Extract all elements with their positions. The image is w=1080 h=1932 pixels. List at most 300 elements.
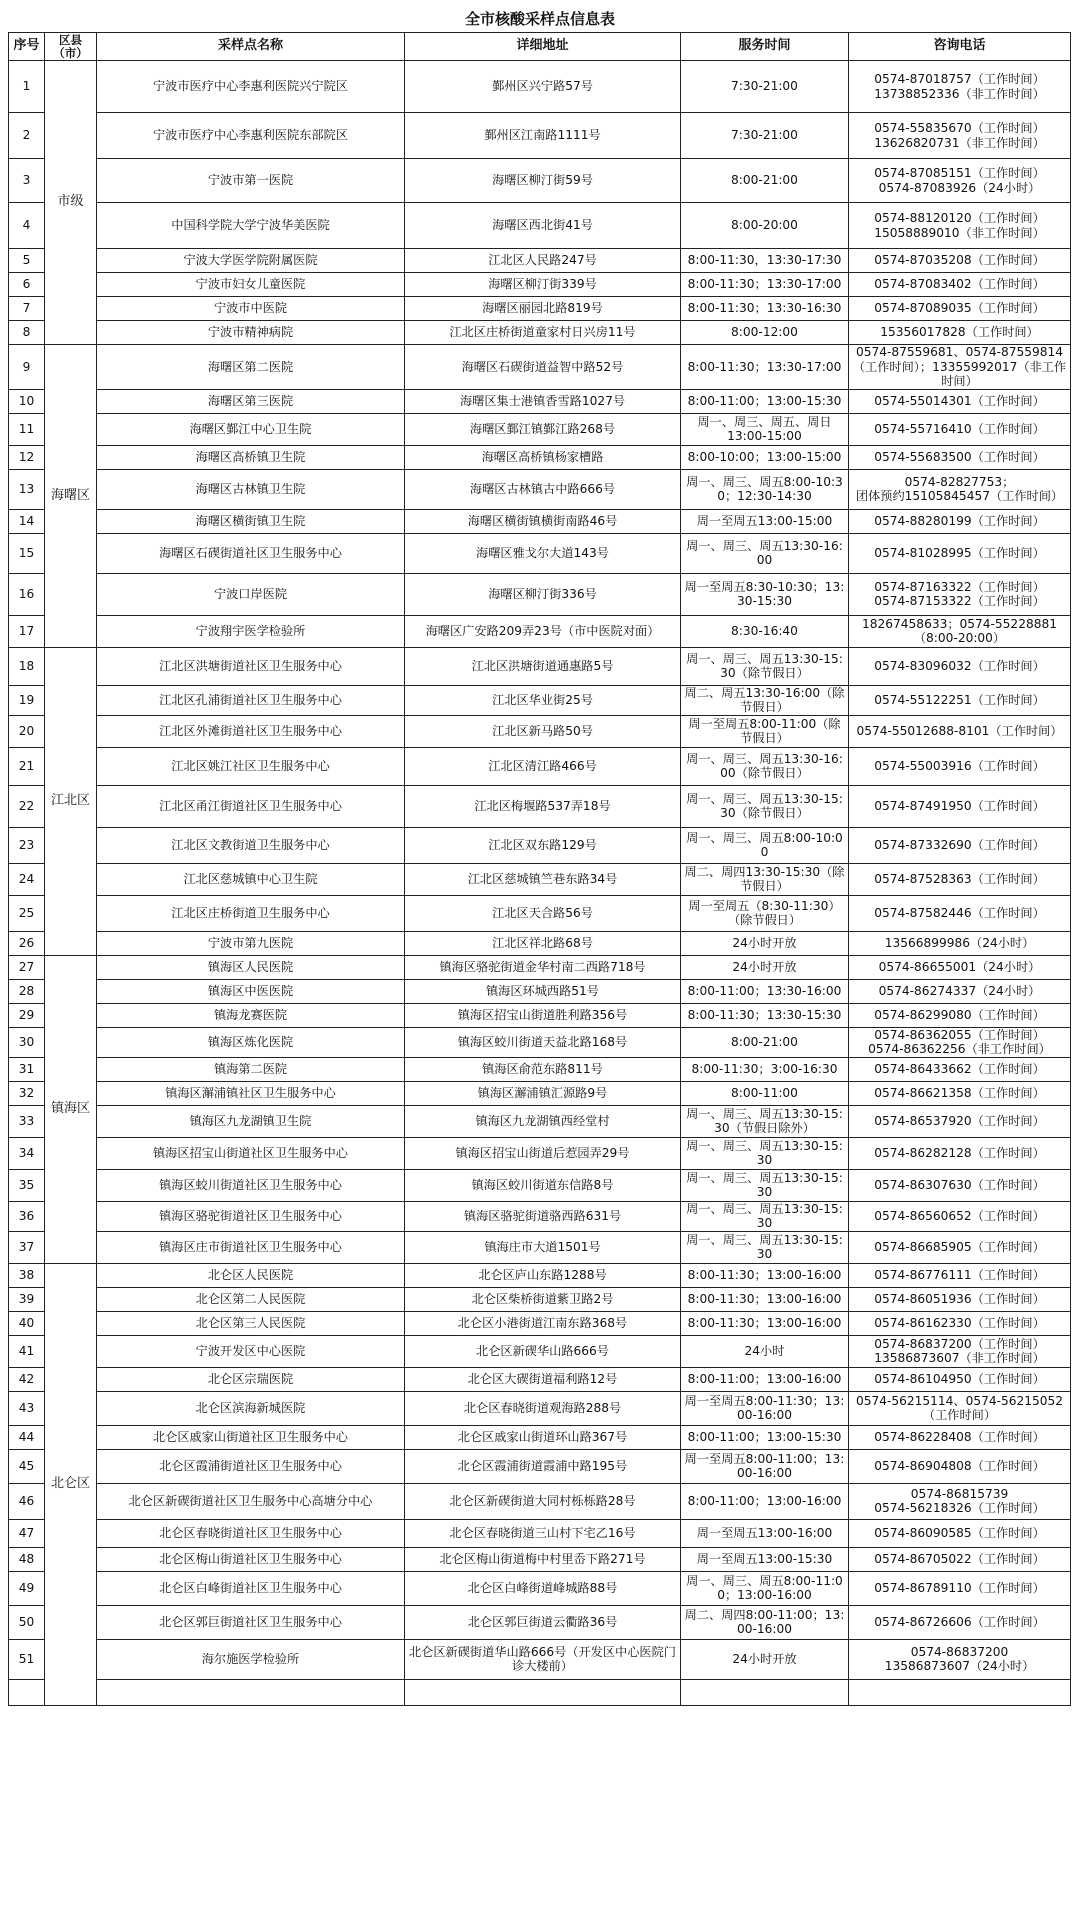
service-time: 8:00-11:30；13:30-17:00: [681, 273, 849, 297]
service-time: 周一、周三、周五13:30-16:00（除节假日）: [681, 747, 849, 785]
service-time: 周一、周三、周五13:30-15:30: [681, 1231, 849, 1263]
header-no: 序号: [9, 33, 45, 61]
site-address: 海曙区丽园北路819号: [405, 297, 681, 321]
contact-phone: 0574-86537920（工作时间）: [849, 1105, 1071, 1137]
table-row: [9, 1391, 1071, 1425]
row-number: 32: [9, 1081, 45, 1105]
contact-phone: 0574-55012688-8101（工作时间）: [849, 715, 1071, 747]
site-name: 北仑区宗瑞医院: [97, 1367, 405, 1391]
row-number: 20: [9, 715, 45, 747]
service-time: 周二、周四13:30-15:30（除节假日）: [681, 863, 849, 895]
site-name: 江北区慈城镇中心卫生院: [97, 863, 405, 895]
service-time: 周一至周五13:00-15:30: [681, 1547, 849, 1571]
table-header-row: [9, 33, 1071, 61]
service-time: 24小时: [681, 1335, 849, 1367]
service-time: 8:00-11:30；13:00-16:00: [681, 1311, 849, 1335]
contact-phone: 0574-56215114、0574-56215052（工作时间）: [849, 1391, 1071, 1425]
table-row: [9, 445, 1071, 469]
table-row: [9, 321, 1071, 345]
site-name: 江北区孔浦街道社区卫生服务中心: [97, 685, 405, 715]
contact-phone: 0574-86104950（工作时间）: [849, 1367, 1071, 1391]
row-number: 8: [9, 321, 45, 345]
site-address: 北仑区柴桥街道紫卫路2号: [405, 1287, 681, 1311]
table-row: [9, 1105, 1071, 1137]
site-address: 海曙区集士港镇香雪路1027号: [405, 389, 681, 413]
contact-phone: 0574-86621358（工作时间）: [849, 1081, 1071, 1105]
site-address: 镇海区九龙湖镇西经堂村: [405, 1105, 681, 1137]
row-number: 3: [9, 159, 45, 203]
service-time: 周一、周三、周五13:30-15:30: [681, 1137, 849, 1169]
site-name: 宁波市精神病院: [97, 321, 405, 345]
site-address: 镇海区招宝山街道胜利路356号: [405, 1003, 681, 1027]
site-name: 江北区洪塘街道社区卫生服务中心: [97, 647, 405, 685]
empty-cell: [97, 1679, 405, 1705]
site-address: 江北区双东路129号: [405, 827, 681, 863]
site-name: 江北区庄桥街道卫生服务中心: [97, 895, 405, 931]
row-number: 43: [9, 1391, 45, 1425]
site-name: 宁波市中医院: [97, 297, 405, 321]
row-number: 35: [9, 1169, 45, 1201]
contact-phone: 0574-83096032（工作时间）: [849, 647, 1071, 685]
row-number: 9: [9, 345, 45, 390]
site-name: 镇海第二医院: [97, 1057, 405, 1081]
contact-phone: 0574-86051936（工作时间）: [849, 1287, 1071, 1311]
table-row: [9, 785, 1071, 827]
row-number: 19: [9, 685, 45, 715]
site-address: 海曙区雅戈尔大道143号: [405, 533, 681, 573]
site-address: 镇海区环城西路51号: [405, 979, 681, 1003]
site-address: 镇海庄市大道1501号: [405, 1231, 681, 1263]
site-name: 江北区外滩街道社区卫生服务中心: [97, 715, 405, 747]
empty-cell: [9, 1679, 45, 1705]
row-number: 1: [9, 61, 45, 113]
service-time: 周一至周五（8:30-11:30）（除节假日）: [681, 895, 849, 931]
table-row: [9, 159, 1071, 203]
row-number: 28: [9, 979, 45, 1003]
table-row: [9, 1169, 1071, 1201]
table-row: [9, 1201, 1071, 1231]
service-time: 24小时开放: [681, 931, 849, 955]
table-row: [9, 1003, 1071, 1027]
site-name: 宁波翔宇医学检验所: [97, 615, 405, 647]
table-row: [9, 1287, 1071, 1311]
site-address: 海曙区西北街41号: [405, 203, 681, 249]
table-row: [9, 1639, 1071, 1679]
table-row: [9, 249, 1071, 273]
site-name: 镇海区中医医院: [97, 979, 405, 1003]
site-name: 海曙区高桥镇卫生院: [97, 445, 405, 469]
contact-phone: 0574-87332690（工作时间）: [849, 827, 1071, 863]
contact-phone: 0574-87582446（工作时间）: [849, 895, 1071, 931]
service-time: 周一、周三、周五8:00-11:00；13:00-16:00: [681, 1571, 849, 1605]
site-address: 江北区清江路466号: [405, 747, 681, 785]
service-time: 周一至周五8:30-10:30；13:30-15:30: [681, 573, 849, 615]
row-number: 18: [9, 647, 45, 685]
site-name: 宁波市医疗中心李惠利医院东部院区: [97, 113, 405, 159]
row-number: 40: [9, 1311, 45, 1335]
contact-phone: 0574-86837200（工作时间） 13586873607（非工作时间）: [849, 1335, 1071, 1367]
row-number: 37: [9, 1231, 45, 1263]
row-number: 2: [9, 113, 45, 159]
contact-phone: 0574-55835670（工作时间） 13626820731（非工作时间）: [849, 113, 1071, 159]
site-name: 海曙区第三医院: [97, 389, 405, 413]
contact-phone: 18267458633；0574-55228881（8:00-20:00）: [849, 615, 1071, 647]
service-time: 8:00-12:00: [681, 321, 849, 345]
table-row: [9, 1519, 1071, 1547]
site-name: 海曙区古林镇卫生院: [97, 469, 405, 509]
row-number: 17: [9, 615, 45, 647]
service-time: 8:00-11:30；13:30-17:00: [681, 345, 849, 390]
site-address: 江北区祥北路68号: [405, 931, 681, 955]
site-name: 镇海区蛟川街道社区卫生服务中心: [97, 1169, 405, 1201]
service-time: 周二、周四8:00-11:00；13:00-16:00: [681, 1605, 849, 1639]
site-name: 镇海区招宝山街道社区卫生服务中心: [97, 1137, 405, 1169]
table-row: [9, 685, 1071, 715]
district-cell: 江北区: [45, 647, 97, 955]
contact-phone: 0574-86815739 0574-56218326（工作时间）: [849, 1483, 1071, 1519]
table-row: [9, 931, 1071, 955]
service-time: 8:00-11:30；13:00-16:00: [681, 1287, 849, 1311]
site-name: 北仑区白峰街道社区卫生服务中心: [97, 1571, 405, 1605]
row-number: 33: [9, 1105, 45, 1137]
row-number: 13: [9, 469, 45, 509]
table-row: [9, 895, 1071, 931]
site-address: 海曙区石碶街道益智中路52号: [405, 345, 681, 390]
site-name: 海曙区石碶街道社区卫生服务中心: [97, 533, 405, 573]
contact-phone: 0574-86362055（工作时间） 0574-86362256（非工作时间）: [849, 1027, 1071, 1057]
empty-cell: [405, 1679, 681, 1705]
site-address: 鄞州区江南路1111号: [405, 113, 681, 159]
site-address: 江北区庄桥街道童家村日兴房11号: [405, 321, 681, 345]
site-name: 海曙区鄞江中心卫生院: [97, 413, 405, 445]
table-row: [9, 955, 1071, 979]
contact-phone: 0574-86282128（工作时间）: [849, 1137, 1071, 1169]
row-number: 23: [9, 827, 45, 863]
service-time: 周一至周五8:00-11:30；13:00-16:00: [681, 1391, 849, 1425]
row-number: 51: [9, 1639, 45, 1679]
contact-phone: 0574-87559681、0574-87559814（工作时间）；13355992017（非工作时间）: [849, 345, 1071, 390]
site-name: 镇海区庄市街道社区卫生服务中心: [97, 1231, 405, 1263]
site-name: 镇海龙赛医院: [97, 1003, 405, 1027]
service-time: 周一、周三、周五13:30-15:30: [681, 1169, 849, 1201]
row-number: 47: [9, 1519, 45, 1547]
district-cell: 海曙区: [45, 345, 97, 648]
contact-phone: 0574-86655001（24小时）: [849, 955, 1071, 979]
site-name: 北仑区春晓街道社区卫生服务中心: [97, 1519, 405, 1547]
site-name: 江北区甬江街道社区卫生服务中心: [97, 785, 405, 827]
row-number: 26: [9, 931, 45, 955]
table-row: [9, 1057, 1071, 1081]
row-number: 16: [9, 573, 45, 615]
site-address: 北仑区新碶街道大同村栎栎路28号: [405, 1483, 681, 1519]
site-name: 江北区文教街道卫生服务中心: [97, 827, 405, 863]
row-number: 36: [9, 1201, 45, 1231]
row-number: 27: [9, 955, 45, 979]
row-number: 34: [9, 1137, 45, 1169]
contact-phone: 0574-86789110（工作时间）: [849, 1571, 1071, 1605]
contact-phone: 0574-86162330（工作时间）: [849, 1311, 1071, 1335]
contact-phone: 0574-86705022（工作时间）: [849, 1547, 1071, 1571]
row-number: 39: [9, 1287, 45, 1311]
site-name: 北仑区新碶街道社区卫生服务中心高塘分中心: [97, 1483, 405, 1519]
header-phone: 咨询电话: [849, 33, 1071, 61]
contact-phone: 0574-87085151（工作时间） 0574-87083926（24小时）: [849, 159, 1071, 203]
table-row: [9, 827, 1071, 863]
table-row: [9, 533, 1071, 573]
site-address: 北仑区新碶华山路666号: [405, 1335, 681, 1367]
contact-phone: 15356017828（工作时间）: [849, 321, 1071, 345]
site-address: 江北区梅堰路537弄18号: [405, 785, 681, 827]
site-address: 镇海区蛟川街道天益北路168号: [405, 1027, 681, 1057]
district-cell: 镇海区: [45, 955, 97, 1263]
table-row: [9, 863, 1071, 895]
site-name: 北仑区梅山街道社区卫生服务中心: [97, 1547, 405, 1571]
site-name: 北仑区第三人民医院: [97, 1311, 405, 1335]
site-name: 北仑区霞浦街道社区卫生服务中心: [97, 1449, 405, 1483]
site-address: 江北区人民路247号: [405, 249, 681, 273]
contact-phone: 0574-86904808（工作时间）: [849, 1449, 1071, 1483]
site-address: 江北区华业街25号: [405, 685, 681, 715]
service-time: 周一、周三、周五、周日 13:00-15:00: [681, 413, 849, 445]
site-address: 镇海区蛟川街道东信路8号: [405, 1169, 681, 1201]
site-address: 北仑区郭巨街道云衢路36号: [405, 1605, 681, 1639]
document-title: 全市核酸采样点信息表: [464, 10, 615, 28]
table-row: [9, 345, 1071, 390]
service-time: 8:00-11:00；13:00-16:00: [681, 1483, 849, 1519]
table-row: [9, 297, 1071, 321]
site-name: 中国科学院大学宁波华美医院: [97, 203, 405, 249]
service-time: 8:00-11:30；13:30-16:30: [681, 297, 849, 321]
table-row: [9, 273, 1071, 297]
service-time: 8:00-11:30；13:00-16:00: [681, 1263, 849, 1287]
table-row: [9, 389, 1071, 413]
row-number: 24: [9, 863, 45, 895]
site-address: 海曙区鄞江镇鄞江路268号: [405, 413, 681, 445]
row-number: 5: [9, 249, 45, 273]
contact-phone: 0574-55716410（工作时间）: [849, 413, 1071, 445]
service-time: 周一、周三、周五13:30-15:30（除节假日）: [681, 647, 849, 685]
table-row: [9, 1483, 1071, 1519]
site-address: 镇海区招宝山街道后惹园弄29号: [405, 1137, 681, 1169]
site-name: 北仑区人民医院: [97, 1263, 405, 1287]
service-time: 8:00-11:30；13:30-15:30: [681, 1003, 849, 1027]
service-time: 周一、周三、周五13:30-15:30（节假日除外）: [681, 1105, 849, 1137]
site-name: 镇海区骆驼街道社区卫生服务中心: [97, 1201, 405, 1231]
table-row: [9, 1263, 1071, 1287]
service-time: 周一、周三、周五13:30-15:30: [681, 1201, 849, 1231]
site-address: 北仑区小港街道江南东路368号: [405, 1311, 681, 1335]
site-name: 北仑区第二人民医院: [97, 1287, 405, 1311]
site-address: 镇海区俞范东路811号: [405, 1057, 681, 1081]
row-number: 15: [9, 533, 45, 573]
contact-phone: 0574-86837200 13586873607（24小时）: [849, 1639, 1071, 1679]
service-time: 7:30-21:00: [681, 61, 849, 113]
contact-phone: 0574-88280199（工作时间）: [849, 509, 1071, 533]
contact-phone: 0574-86090585（工作时间）: [849, 1519, 1071, 1547]
table-row: [9, 1425, 1071, 1449]
sampling-site-table: [8, 32, 1071, 1706]
site-name: 海曙区第二医院: [97, 345, 405, 390]
service-time: 8:00-11:30，13:30-17:30: [681, 249, 849, 273]
row-number: 4: [9, 203, 45, 249]
site-address: 北仑区戚家山街道环山路367号: [405, 1425, 681, 1449]
site-name: 海尔施医学检验所: [97, 1639, 405, 1679]
row-number: 25: [9, 895, 45, 931]
table-row: [9, 573, 1071, 615]
row-number: 48: [9, 1547, 45, 1571]
row-number: 30: [9, 1027, 45, 1057]
table-row: [9, 113, 1071, 159]
service-time: 24小时开放: [681, 1639, 849, 1679]
site-address: 北仑区新碶街道华山路666号（开发区中心医院门诊大楼前）: [405, 1639, 681, 1679]
contact-phone: 0574-86776111（工作时间）: [849, 1263, 1071, 1287]
service-time: 8:00-11:00；13:30-16:00: [681, 979, 849, 1003]
service-time: 8:00-11:00: [681, 1081, 849, 1105]
service-time: 周一、周三、周五8:00-10:30；12:30-14:30: [681, 469, 849, 509]
contact-phone: 0574-86228408（工作时间）: [849, 1425, 1071, 1449]
site-address: 江北区慈城镇竺巷东路34号: [405, 863, 681, 895]
contact-phone: 0574-86726606（工作时间）: [849, 1605, 1071, 1639]
site-name: 宁波市妇女儿童医院: [97, 273, 405, 297]
row-number: 7: [9, 297, 45, 321]
table-row: [9, 1311, 1071, 1335]
service-time: 周一、周三、周五8:00-10:00: [681, 827, 849, 863]
contact-phone: 0574-55683500（工作时间）: [849, 445, 1071, 469]
site-address: 北仑区庐山东路1288号: [405, 1263, 681, 1287]
row-number: 11: [9, 413, 45, 445]
table-row: [9, 715, 1071, 747]
table-row: [9, 1571, 1071, 1605]
site-name: 宁波市第九医院: [97, 931, 405, 955]
site-address: 北仑区大碶街道福利路12号: [405, 1367, 681, 1391]
table-row: [9, 203, 1071, 249]
row-number: 12: [9, 445, 45, 469]
site-address: 海曙区古林镇古中路666号: [405, 469, 681, 509]
site-address: 海曙区柳汀街59号: [405, 159, 681, 203]
contact-phone: 0574-87035208（工作时间）: [849, 249, 1071, 273]
site-address: 镇海区澥浦镇汇源路9号: [405, 1081, 681, 1105]
site-address: 北仑区霞浦街道霞浦中路195号: [405, 1449, 681, 1483]
site-name: 北仑区滨海新城医院: [97, 1391, 405, 1425]
service-time: 8:00-21:00: [681, 1027, 849, 1057]
service-time: 8:30-16:40: [681, 615, 849, 647]
site-name: 镇海区炼化医院: [97, 1027, 405, 1057]
site-address: 海曙区横街镇横街南路46号: [405, 509, 681, 533]
site-address: 北仑区春晓街道三山村下宅乙16号: [405, 1519, 681, 1547]
row-number: 10: [9, 389, 45, 413]
contact-phone: 0574-86433662（工作时间）: [849, 1057, 1071, 1081]
row-number: 50: [9, 1605, 45, 1639]
table-row: [9, 1027, 1071, 1057]
row-number: 21: [9, 747, 45, 785]
contact-phone: 0574-87089035（工作时间）: [849, 297, 1071, 321]
contact-phone: 0574-81028995（工作时间）: [849, 533, 1071, 573]
site-address: 北仑区春晓街道观海路288号: [405, 1391, 681, 1425]
table-row: [9, 1547, 1071, 1571]
table-row: [9, 1605, 1071, 1639]
site-name: 镇海区九龙湖镇卫生院: [97, 1105, 405, 1137]
service-time: 周一、周三、周五13:30-15:30（除节假日）: [681, 785, 849, 827]
site-name: 宁波市医疗中心李惠利医院兴宁院区: [97, 61, 405, 113]
service-time: 周二、周五13:30-16:00（除节假日）: [681, 685, 849, 715]
site-address: 镇海区骆驼街道骆西路631号: [405, 1201, 681, 1231]
site-address: 鄞州区兴宁路57号: [405, 61, 681, 113]
site-name: 宁波大学医学院附属医院: [97, 249, 405, 273]
table-row: [9, 615, 1071, 647]
header-service-time: 服务时间: [681, 33, 849, 61]
site-name: 宁波口岸医院: [97, 573, 405, 615]
site-address: 海曙区高桥镇杨家槽路: [405, 445, 681, 469]
contact-phone: 0574-55003916（工作时间）: [849, 747, 1071, 785]
site-address: 海曙区广安路209弄23号（市中医院对面）: [405, 615, 681, 647]
district-cell: 市级: [45, 61, 97, 345]
row-number: 42: [9, 1367, 45, 1391]
service-time: 周一至周五8:00-11:00（除节假日）: [681, 715, 849, 747]
site-address: 北仑区白峰街道峰城路88号: [405, 1571, 681, 1605]
header-site-name: 采样点名称: [97, 33, 405, 61]
service-time: 8:00-21:00: [681, 159, 849, 203]
service-time: 8:00-11:30；3:00-16:30: [681, 1057, 849, 1081]
site-name: 海曙区横街镇卫生院: [97, 509, 405, 533]
row-number: 6: [9, 273, 45, 297]
site-name: 镇海区人民医院: [97, 955, 405, 979]
contact-phone: 0574-88120120（工作时间） 15058889010（非工作时间）: [849, 203, 1071, 249]
contact-phone: 0574-55122251（工作时间）: [849, 685, 1071, 715]
contact-phone: 0574-87083402（工作时间）: [849, 273, 1071, 297]
row-number: 49: [9, 1571, 45, 1605]
site-address: 海曙区柳汀街339号: [405, 273, 681, 297]
table-row: [9, 747, 1071, 785]
site-name: 宁波开发区中心医院: [97, 1335, 405, 1367]
row-number: 22: [9, 785, 45, 827]
header-district: 区县（市）: [45, 33, 97, 61]
row-number: 14: [9, 509, 45, 533]
site-address: 江北区洪塘街道通惠路5号: [405, 647, 681, 685]
table-row: [9, 61, 1071, 113]
site-address: 海曙区柳汀街336号: [405, 573, 681, 615]
site-address: 北仑区梅山街道梅中村里岙下路271号: [405, 1547, 681, 1571]
site-name: 江北区姚江社区卫生服务中心: [97, 747, 405, 785]
contact-phone: 0574-87491950（工作时间）: [849, 785, 1071, 827]
service-time: 周一至周五13:00-16:00: [681, 1519, 849, 1547]
empty-cell: [849, 1679, 1071, 1705]
table-row: [9, 1081, 1071, 1105]
header-address: 详细地址: [405, 33, 681, 61]
contact-phone: 0574-86685905（工作时间）: [849, 1231, 1071, 1263]
site-address: 江北区天合路56号: [405, 895, 681, 931]
site-address: 江北区新马路50号: [405, 715, 681, 747]
site-name: 北仑区戚家山街道社区卫生服务中心: [97, 1425, 405, 1449]
table-row: [9, 1449, 1071, 1483]
service-time: 周一、周三、周五13:30-16:00: [681, 533, 849, 573]
row-number: 38: [9, 1263, 45, 1287]
contact-phone: 0574-87528363（工作时间）: [849, 863, 1071, 895]
contact-phone: 0574-82827753； 团体预约15105845457（工作时间）: [849, 469, 1071, 509]
site-name: 宁波市第一医院: [97, 159, 405, 203]
contact-phone: 13566899986（24小时）: [849, 931, 1071, 955]
service-time: 24小时开放: [681, 955, 849, 979]
row-number: 46: [9, 1483, 45, 1519]
site-name: 北仑区郭巨街道社区卫生服务中心: [97, 1605, 405, 1639]
table-row: [9, 1335, 1071, 1367]
service-time: 8:00-10:00；13:00-15:00: [681, 445, 849, 469]
service-time: 8:00-11:00；13:00-16:00: [681, 1367, 849, 1391]
site-address: 镇海区骆驼街道金华村南二西路718号: [405, 955, 681, 979]
table-row: [9, 1137, 1071, 1169]
service-time: 8:00-11:00；13:00-15:30: [681, 389, 849, 413]
contact-phone: 0574-86299080（工作时间）: [849, 1003, 1071, 1027]
contact-phone: 0574-55014301（工作时间）: [849, 389, 1071, 413]
